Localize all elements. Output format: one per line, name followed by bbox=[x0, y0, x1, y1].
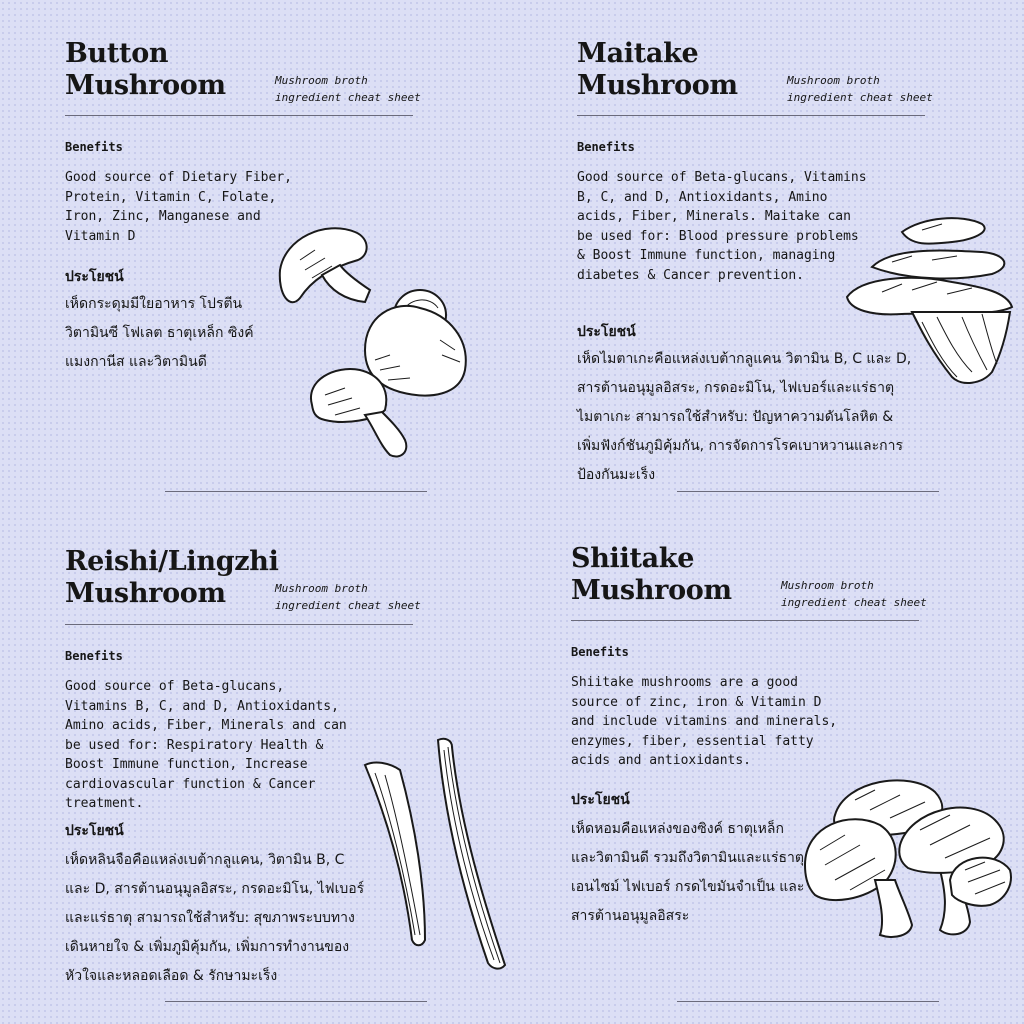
thai-text: เห็ดหอมคือแหล่งของซิงค์ ธาตุเหล็ก และวิตามินดี รวมถึงวิตามินและแร่ธาตุ เอนไซม์ ไฟเบอร์ กรดไขมันจำเป็น และ สารต้านอนุมูลอิสระ bbox=[571, 821, 805, 924]
card-bottom-divider bbox=[165, 491, 427, 492]
title-divider bbox=[65, 624, 413, 625]
title-divider bbox=[65, 115, 413, 116]
benefits-heading: Benefits bbox=[577, 140, 635, 154]
benefits-text: Shiitake mushrooms are a good source of zinc, iron & Vitamin D and include vitamins and minerals, enzymes, fiber, essential fatty acids and antioxidants. bbox=[571, 675, 838, 768]
card-title: Button Mushroom bbox=[65, 38, 226, 101]
card-subtitle: Mushroom broth ingredient cheat sheet bbox=[787, 74, 933, 104]
card-subtitle: Mushroom broth ingredient cheat sheet bbox=[781, 579, 927, 609]
reishi-slices-illustration bbox=[360, 735, 510, 975]
shiitake-mushroom-illustration bbox=[800, 770, 1014, 942]
benefits-heading: Benefits bbox=[65, 140, 123, 154]
maitake-mushroom-illustration bbox=[842, 212, 1018, 390]
benefits-heading: Benefits bbox=[65, 649, 123, 663]
benefits-heading: Benefits bbox=[571, 645, 629, 659]
card-subtitle: Mushroom broth ingredient cheat sheet bbox=[275, 74, 421, 104]
thai-heading: ประโยชน์ bbox=[577, 324, 636, 340]
benefits-text: Good source of Beta-glucans, Vitamins B, C, and D, Antioxidants, Amino acids, Fiber, Minerals. Maitake can be used for: Blood pressure problems & Boost Immune function, managing diabetes & Cancer prevention. bbox=[577, 170, 867, 283]
card-title: Maitake Mushroom bbox=[577, 38, 738, 101]
card-subtitle: Mushroom broth ingredient cheat sheet bbox=[275, 582, 421, 612]
card-title: Reishi/Lingzhi Mushroom bbox=[65, 546, 279, 609]
title-divider bbox=[571, 620, 919, 621]
thai-heading: ประโยชน์ bbox=[65, 269, 124, 285]
card-bottom-divider bbox=[677, 491, 939, 492]
thai-text: เห็ดกระดุมมีใยอาหาร โปรตีน วิตามินซี โฟเลต ธาตุเหล็ก ซิงค์ แมงกานีส และวิตามินดี bbox=[65, 296, 254, 370]
card-bottom-divider bbox=[165, 1001, 427, 1002]
thai-heading: ประโยชน์ bbox=[571, 792, 630, 808]
button-mushroom-illustration bbox=[270, 220, 480, 465]
card-title: Shiitake Mushroom bbox=[571, 543, 732, 606]
thai-text: เห็ดหลินจือคือแหล่งเบต้ากลูแคน, วิตามิน B, C และ D, สารต้านอนุมูลอิสระ, กรดอะมิโน, ไฟเบอร์ และแร่ธาตุ สามารถใช้สำหรับ: สุขภาพระบบทาง เดินหายใจ & เพิ่มภูมิคุ้มกัน, เพิ่มการทำงานของ หัวใจและหลอดเลือด & รักษามะเร็ง bbox=[65, 852, 365, 984]
thai-heading: ประโยชน์ bbox=[65, 823, 124, 839]
thai-text: เห็ดไมตาเกะคือแหล่งเบต้ากลูแคน วิตามิน B, C และ D, สารต้านอนุมูลอิสระ, กรดอะมิโน, ไฟเบอร์และแร่ธาตุ ไมตาเกะ สามารถใช้สำหรับ: ปัญหาความดันโลหิต & เพิ่มฟังก์ชันภูมิคุ้มกัน, การจัดการโรคเบาหวานและการ ป้องกันมะเร็ง bbox=[577, 351, 912, 483]
benefits-text: Good source of Dietary Fiber, Protein, Vitamin C, Folate, Iron, Zinc, Manganese and Vitamin D bbox=[65, 170, 292, 244]
title-divider bbox=[577, 115, 925, 116]
card-bottom-divider bbox=[677, 1001, 939, 1002]
benefits-text: Good source of Beta-glucans, Vitamins B, C, and D, Antioxidants, Amino acids, Fiber, Minerals and can be used for: Respiratory Health & Boost Immune function, Increase cardiovascular function & Cancer treatment. bbox=[65, 679, 347, 811]
